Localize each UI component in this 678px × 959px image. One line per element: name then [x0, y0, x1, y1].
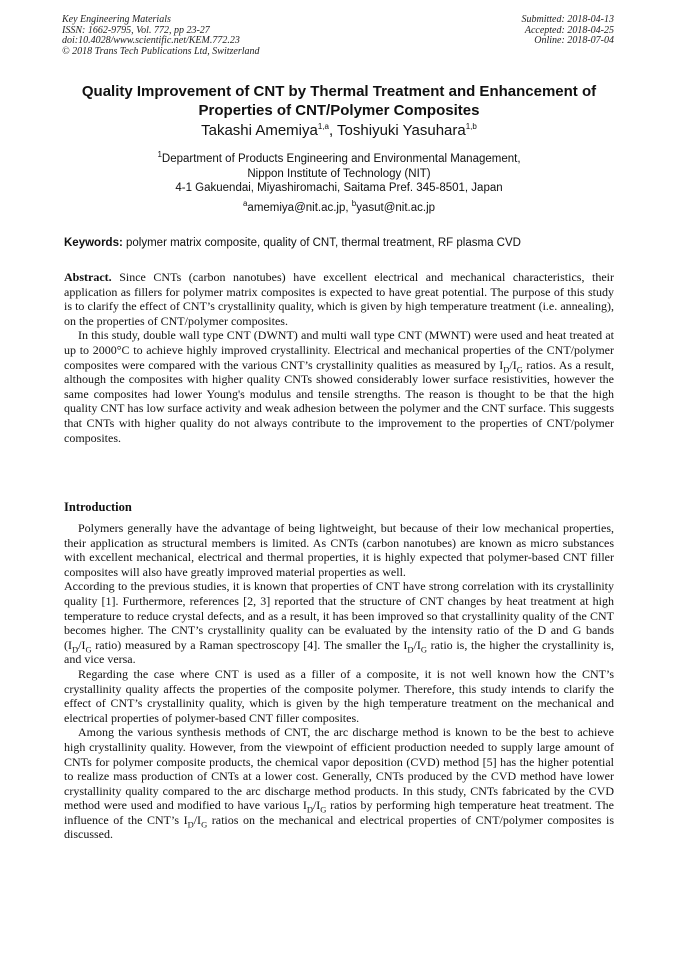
title-line-1: Quality Improvement of CNT by Thermal Treatment and Enhancement of [81, 83, 597, 100]
subscript-d: D [503, 363, 510, 374]
affiliation-line-3: 4-1 Gakuendai, Miyashiromachi, Saitama Pref. 345-8501, Japan [175, 182, 503, 194]
online-date: Online: 2018-07-04 [534, 35, 614, 47]
subscript-g: G [420, 644, 427, 655]
abstract-text: ratios. As a result, although the composites with higher quality CNTs showed considerably lower surface resistivities, however the same composites had lower Young's modulus and tensile strengths. The reason is thought to be that the high quality CNT has low surface activity and weak adhesion between the polymer and the CNT surface. This suggests that CNTs with higher quality do not always contribute to the improvement to the properties of CNT/polymer composites. [64, 357, 614, 445]
abstract-paragraph [64, 270, 614, 328]
author-name: Takashi Amemiya [201, 122, 318, 139]
ratio-slash: /I [78, 637, 86, 652]
email-link[interactable]: yasut@nit.ac.jp [356, 202, 436, 214]
abstract-text: In this study, double wall type CNT (DWNT) and multi wall type CNT (MWNT) were used and heat treated at up to 2000°C to achieve highly improved crystallinity. Electrical and mechanical properties of the CNT/polymer composites were compared with the various CNT’s crystallinity qualities as measured by I [64, 328, 614, 372]
author-separator: , [328, 122, 338, 139]
intro-text: Among the various synthesis methods of CNT, the arc discharge method is known to be the best to achieve high crystallinity quality. However, from the viewpoint of efficient production needed to supply large amount of CNTs for polymer composite products, the chemical vapor deposition (CVD) method [5] has the higher potential to realize mass production of CNTs at a lower cost. Generally, CNTs produced by the CVD method have lower crystallinity quality compared to the arc discharge method products. In this study, CNTs fabricated by the CVD method were used and modified to have various I [64, 725, 614, 813]
intro-text: According to the previous studies, it is known that properties of CNT have strong correlation with its crystallinity quality [1]. Furthermore, references [2, 3] reported that the structure of CNT changes by heat treatment at high temperature to reduce crystal defects, and as a result, it has been improved so that crystallinity quality of the CNT becomes higher. The CNT’s crystallinity quality can be evaluated by the intensity ratio of the D and G bands (I [64, 579, 614, 652]
abstract-label: Abstract. [64, 270, 112, 284]
intro-text: ratio) measured by a Raman spectroscopy [4]. The smaller the I [91, 637, 408, 652]
section-heading: Introduction [64, 500, 132, 514]
subscript-g: G [320, 804, 327, 815]
author-affiliation-mark: 1,a [317, 122, 329, 131]
ratio-slash: /I [413, 637, 421, 652]
intro-paragraph: Regarding the case where CNT is used as a filler of a composite, it is not well known how the CNT’s crystallinity quality affects the properties of the composite polymer. Therefore, this study intends to clarify the effect of CNT’s crystallinity quality, which is given by the high temperature treatment on the mechanical and electrical properties of polymer-based CNT filler composites. [64, 666, 614, 725]
intro-paragraph: Polymers generally have the advantage of being lightweight, but because of their low mechanical properties, their application as structural members is limited. As CNTs (carbon nanotubes) are known as micro substances with excellent mechanical, electrical and thermal properties, it is highly expected that polymer-based CNT filler composites will also have greatly improved material properties as well. [64, 521, 614, 579]
intro-text: ratios on the mechanical and electrical properties of CNT/polymer composites is discussed. [64, 812, 614, 842]
affiliation-mark: 1 [157, 150, 162, 160]
email-mark: a [242, 199, 248, 209]
doi-line: doi:10.4028/www.scientific.net/KEM.772.23 [62, 35, 240, 47]
affiliation-department: Department of Products Engineering and Environmental Management, [161, 153, 521, 165]
introduction-section [64, 521, 614, 842]
intro-text: ratio is, the higher the crystallinity is, and vice versa. [64, 637, 615, 667]
keywords-text: polymer matrix composite, quality of CNT, thermal treatment, RF plasma CVD [122, 237, 521, 249]
affiliation-line-2: Nippon Institute of Technology (NIT) [247, 167, 431, 180]
keywords [64, 237, 624, 249]
subscript-g: G [516, 363, 523, 374]
affiliation-line-1 [0, 152, 678, 167]
keywords-label: Keywords: [64, 237, 123, 249]
ratio-slash: /I [509, 357, 517, 372]
journal-name: Key Engineering Materials [62, 14, 171, 25]
abstract-paragraph [64, 328, 614, 445]
accepted-date: Accepted: 2018-04-25 [524, 24, 614, 36]
subscript-d: D [72, 644, 79, 655]
author-affiliation-mark: 1,b [465, 122, 477, 131]
subscript-d: D [187, 819, 194, 830]
title-line-2: Properties of CNT/Polymer Composites [198, 102, 480, 119]
abstract-text: Since CNTs (carbon nanotubes) have excellent electrical and mechanical characteristics, their application as fillers for polymer matrix composites is expected to have great potential. The purpose of this study is to clarify the effect of CNT’s crystallinity quality, which is given by high temperature treatment (i.e. annealing), on the properties of CNT/polymer composites. [64, 270, 614, 328]
submitted-date: Submitted: 2018-04-13 [521, 14, 614, 25]
subscript-g: G [201, 819, 208, 830]
intro-paragraph [64, 579, 614, 667]
ratio-slash: /I [312, 798, 321, 813]
intro-paragraph [64, 725, 614, 842]
journal-info [62, 15, 260, 57]
abstract-section [64, 270, 614, 445]
issn-line: ISSN: 1662-9795, Vol. 772, pp 23-27 [62, 24, 210, 36]
subscript-d: D [306, 804, 313, 815]
email-link[interactable]: amemiya@nit.ac.jp, [247, 202, 352, 214]
subscript-d: D [407, 644, 414, 655]
ratio-slash: /I [193, 812, 202, 827]
intro-text: ratios by performing high temperature heat treatment. The influence of the CNT’s I [64, 798, 614, 827]
dates-info [522, 15, 615, 47]
affiliation [0, 152, 678, 196]
author-emails [0, 199, 678, 214]
author-name: Toshiyuki Yasuhara [337, 122, 466, 139]
paper-title [50, 82, 628, 120]
author-list [0, 122, 678, 139]
copyright-line: © 2018 Trans Tech Publications Ltd, Switzerland [62, 45, 260, 57]
email-mark: b [351, 199, 357, 209]
subscript-g: G [85, 644, 92, 655]
